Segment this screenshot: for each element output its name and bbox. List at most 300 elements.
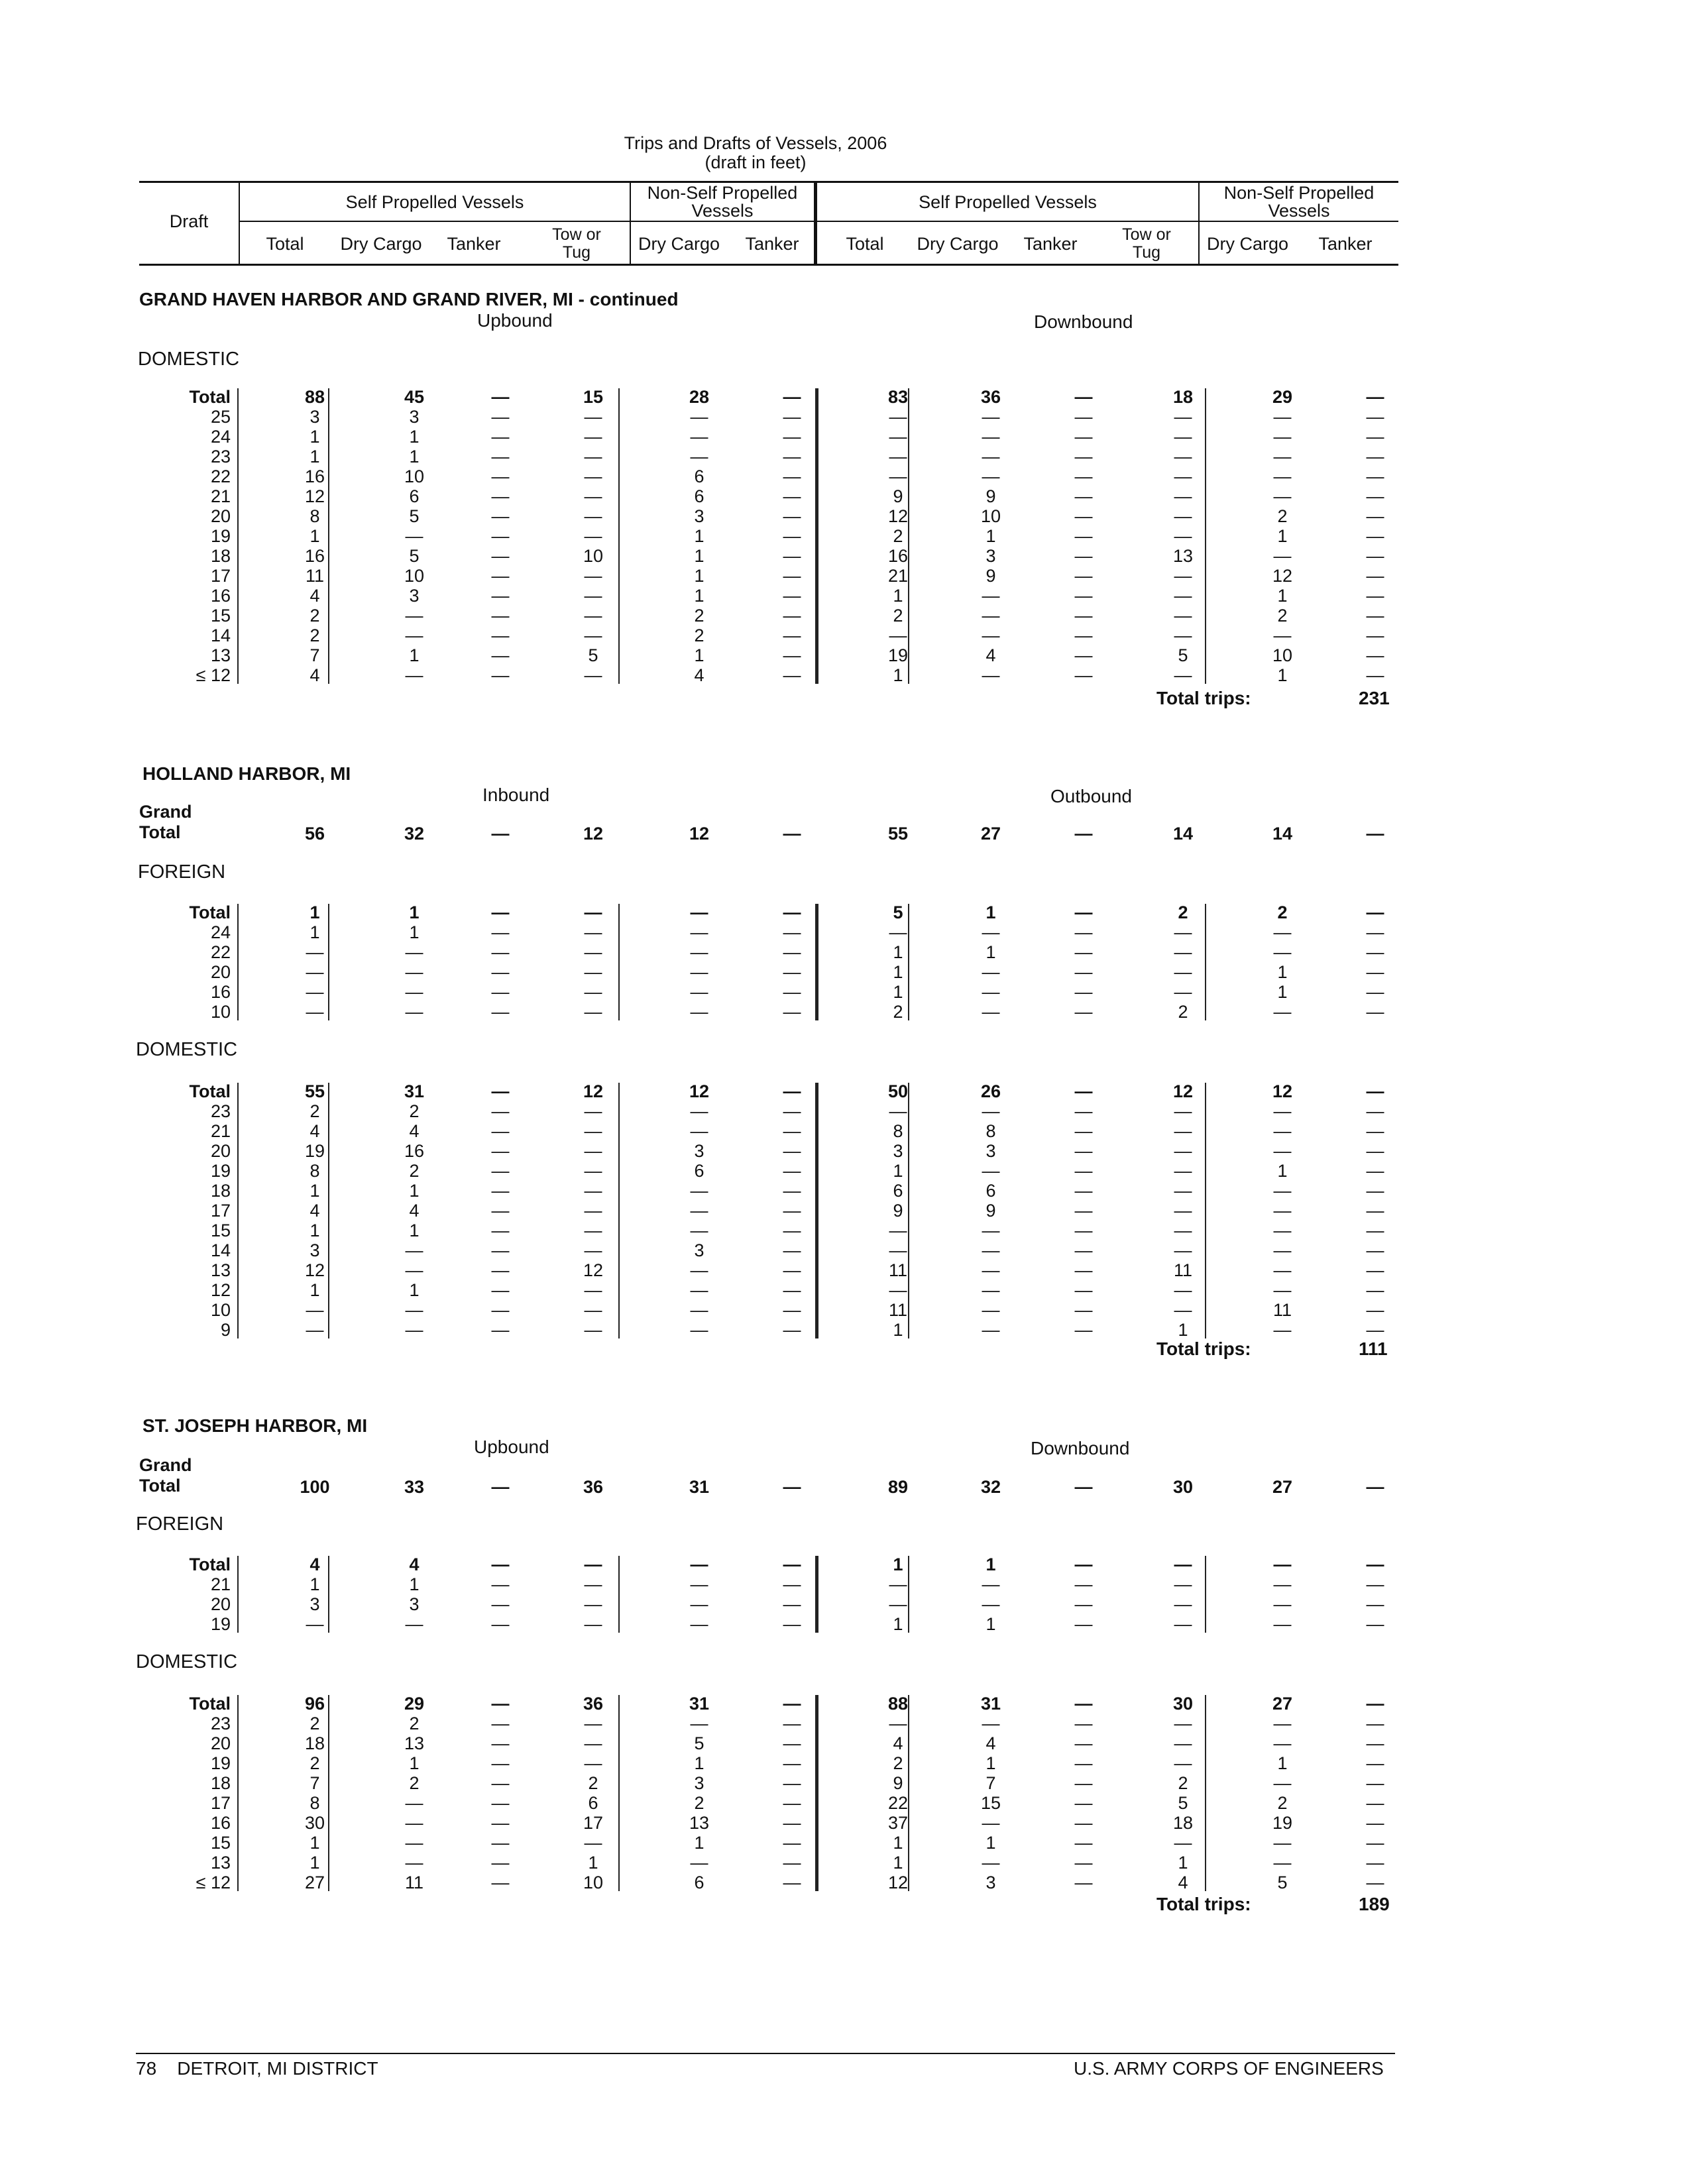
nsp-dry-cargo-cell: — <box>1273 1773 1292 1793</box>
dry-cargo-cell: 1 <box>409 1753 420 1773</box>
total-cell: — <box>306 962 324 982</box>
section-title: ST. JOSEPH HARBOR, MI <box>142 1415 368 1436</box>
dry-cargo-cell: — <box>405 942 423 962</box>
total-cell: 1 <box>309 427 320 447</box>
dry-cargo-cell: — <box>405 626 423 645</box>
tanker-cell: — <box>1074 982 1093 1002</box>
tanker-cell: — <box>1074 626 1093 645</box>
tanker-cell: — <box>491 1733 510 1753</box>
tanker-cell: — <box>1074 1181 1093 1201</box>
title-line-2: (draft in feet) <box>704 152 807 172</box>
column-separator <box>618 1083 620 1338</box>
tanker-cell: — <box>1074 566 1093 586</box>
dry-cargo-cell: — <box>982 922 1000 942</box>
tow-or-tug-cell: — <box>1174 1121 1192 1141</box>
total-cell: — <box>306 1300 324 1320</box>
nsp-dry-cargo-cell: — <box>690 1201 708 1221</box>
nsp-dry-cargo-cell: 1 <box>1277 962 1288 982</box>
tow-or-tug-cell: — <box>1174 1714 1192 1733</box>
nsp-tanker-cell: — <box>1366 1813 1384 1833</box>
dry-cargo-cell: 1 <box>985 902 996 922</box>
dry-cargo-cell: 1 <box>985 1833 996 1853</box>
total-cell: — <box>889 626 907 645</box>
tow-or-tug-cell: 5 <box>1178 645 1188 665</box>
tanker-cell: — <box>491 486 510 506</box>
nsp-dry-cargo-cell: — <box>1273 1141 1292 1161</box>
header-total: Total <box>846 234 884 254</box>
grand-label-line-2: Total <box>139 1476 181 1496</box>
nsp-dry-cargo-cell: — <box>690 1101 708 1121</box>
tow-or-tug-cell: — <box>584 1555 602 1574</box>
footer-left <box>136 2058 378 2079</box>
tanker-cell: — <box>491 626 510 645</box>
dry-cargo-cell: 31 <box>404 1081 425 1101</box>
total-cell: 1 <box>893 942 903 962</box>
nsp-dry-cargo-cell: 1 <box>694 526 704 546</box>
total-cell: 1 <box>309 1853 320 1873</box>
tow-or-tug-cell: 4 <box>1178 1873 1188 1892</box>
nsp-dry-cargo-cell: — <box>1273 1201 1292 1221</box>
tow-or-tug-cell: — <box>1174 1280 1192 1300</box>
nsp-tanker-cell: — <box>783 1793 801 1813</box>
dry-cargo-cell: 32 <box>404 824 425 844</box>
nsp-tanker-cell: — <box>783 1614 801 1634</box>
draft-label-cell: 13 <box>210 645 231 665</box>
total-cell: 1 <box>893 1320 903 1340</box>
dry-cargo-cell: — <box>982 1240 1000 1260</box>
column-separator <box>618 1695 620 1891</box>
draft-label-cell: Total <box>189 1081 231 1101</box>
nsp-dry-cargo-cell: 1 <box>1277 1753 1288 1773</box>
total-cell: 1 <box>309 922 320 942</box>
dry-cargo-cell: 1 <box>409 922 420 942</box>
total-cell: 8 <box>309 1793 320 1813</box>
total-cell: — <box>889 1240 907 1260</box>
nsp-dry-cargo-cell: 12 <box>689 1081 710 1101</box>
tow-or-tug-cell: — <box>1174 1161 1192 1181</box>
total-cell: 37 <box>887 1813 909 1833</box>
tanker-cell: — <box>491 1813 510 1833</box>
nsp-tanker-cell: — <box>1366 626 1384 645</box>
total-cell: 21 <box>887 566 909 586</box>
nsp-dry-cargo-cell: 1 <box>1277 982 1288 1002</box>
column-separator <box>328 904 329 1020</box>
nsp-dry-cargo-cell: — <box>1273 1833 1292 1853</box>
dry-cargo-cell: — <box>982 1101 1000 1121</box>
dry-cargo-cell: 9 <box>985 486 996 506</box>
nsp-dry-cargo-cell: — <box>690 1300 708 1320</box>
tanker-cell: — <box>491 1833 510 1853</box>
tow-or-tug-cell: — <box>584 902 602 922</box>
column-separator <box>328 1695 329 1891</box>
tow-or-tug-cell: — <box>1174 1201 1192 1221</box>
nsp-tanker-cell: — <box>1366 665 1384 685</box>
dry-cargo-cell: — <box>982 1300 1000 1320</box>
total-cell: 1 <box>309 526 320 546</box>
tanker-cell: — <box>1074 922 1093 942</box>
tow-or-tug-cell: 36 <box>583 1694 604 1714</box>
dry-cargo-cell: — <box>405 1614 423 1634</box>
tow-or-tug-cell: 10 <box>583 546 604 566</box>
total-cell: 96 <box>304 1694 325 1714</box>
dry-cargo-cell: 1 <box>985 942 996 962</box>
title-line-1: Trips and Drafts of Vessels, 2006 <box>624 133 887 153</box>
tanker-cell: — <box>1074 466 1093 486</box>
nsp-tanker-cell: — <box>1366 1594 1384 1614</box>
total-cell: 16 <box>304 466 325 486</box>
total-cell: 19 <box>887 645 909 665</box>
nsp-tanker-cell: — <box>1366 1574 1384 1594</box>
draft-label-cell: ≤ 12 <box>196 665 231 685</box>
dry-cargo-cell: 36 <box>980 387 1001 407</box>
nsp-dry-cargo-cell: — <box>1273 922 1292 942</box>
tow-or-tug-cell: — <box>1174 447 1192 466</box>
nsp-tanker-cell: — <box>1366 1181 1384 1201</box>
nsp-tanker-cell: — <box>1366 407 1384 427</box>
page-number: 78 <box>136 2058 157 2079</box>
nsp-tanker-cell: — <box>1366 1221 1384 1240</box>
draft-label-cell: 24 <box>210 922 231 942</box>
nsp-dry-cargo-cell: — <box>690 1853 708 1873</box>
total-cell: 12 <box>887 1873 909 1892</box>
total-cell: — <box>889 1101 907 1121</box>
column-separator <box>908 1695 909 1891</box>
nsp-dry-cargo-cell: — <box>1273 1853 1292 1873</box>
tanker-cell: — <box>491 1221 510 1240</box>
nsp-tanker-cell: — <box>1366 902 1384 922</box>
tow-or-tug-cell: — <box>584 427 602 447</box>
nsp-tanker-cell: — <box>783 982 801 1002</box>
total-cell: 12 <box>304 1260 325 1280</box>
nsp-tanker-cell: — <box>783 1161 801 1181</box>
nsp-tanker-cell: — <box>783 1320 801 1340</box>
tow-or-tug-cell: — <box>584 1733 602 1753</box>
tanker-cell: — <box>491 982 510 1002</box>
tanker-cell: — <box>1074 1320 1093 1340</box>
header-draft: Draft <box>169 211 209 231</box>
dry-cargo-cell: 1 <box>409 447 420 466</box>
dry-cargo-cell: 33 <box>404 1477 425 1497</box>
tow-or-tug-cell: — <box>584 407 602 427</box>
tanker-cell: — <box>1074 606 1093 626</box>
tanker-cell: — <box>491 1320 510 1340</box>
draft-label-cell: 14 <box>210 1240 231 1260</box>
dry-cargo-cell: — <box>405 1240 423 1260</box>
total-cell: — <box>306 1614 324 1634</box>
draft-label-cell: 16 <box>210 1813 231 1833</box>
nsp-tanker-cell: — <box>783 1714 801 1733</box>
dry-cargo-cell: 3 <box>985 546 996 566</box>
nsp-dry-cargo-cell: 27 <box>1272 1694 1293 1714</box>
dry-cargo-cell: — <box>982 1260 1000 1280</box>
header-self-propelled-right: Self Propelled Vessels <box>919 192 1097 212</box>
nsp-tanker-cell: — <box>783 1555 801 1574</box>
tow-or-tug-cell: — <box>584 566 602 586</box>
draft-label-cell: 13 <box>210 1853 231 1873</box>
direction-right: Downbound <box>1031 1438 1130 1458</box>
tanker-cell: — <box>1074 1753 1093 1773</box>
nsp-dry-cargo-cell: 1 <box>694 586 704 606</box>
tanker-cell: — <box>491 407 510 427</box>
draft-label-cell: 20 <box>210 962 231 982</box>
nsp-tanker-cell: — <box>783 1240 801 1260</box>
nsp-dry-cargo-cell: — <box>690 407 708 427</box>
nsp-tanker-cell: — <box>783 645 801 665</box>
nsp-dry-cargo-cell: 12 <box>1272 566 1293 586</box>
total-trips-label: Total trips: <box>1156 688 1251 708</box>
nsp-dry-cargo-cell: 6 <box>694 466 704 486</box>
tanker-cell: — <box>491 665 510 685</box>
tow-or-tug-cell: — <box>1174 942 1192 962</box>
total-cell: 8 <box>893 1121 903 1141</box>
tanker-cell: — <box>491 1201 510 1221</box>
nsp-dry-cargo-cell: 1 <box>694 1753 704 1773</box>
tow-or-tug-cell: — <box>584 942 602 962</box>
nsp-dry-cargo-cell: 3 <box>694 1141 704 1161</box>
nsp-dry-cargo-cell: 2 <box>694 606 704 626</box>
tanker-cell: — <box>1074 1477 1093 1497</box>
total-cell: 2 <box>893 526 903 546</box>
tow-or-tug-cell: — <box>584 1594 602 1614</box>
tanker-cell: — <box>1074 546 1093 566</box>
nsp-tanker-cell: — <box>1366 506 1384 526</box>
nsp-dry-cargo-cell: 10 <box>1272 645 1293 665</box>
tanker-cell: — <box>491 1002 510 1022</box>
total-cell: 4 <box>309 1121 320 1141</box>
draft-label-cell: 16 <box>210 586 231 606</box>
nsp-tanker-cell: — <box>1366 1201 1384 1221</box>
header-mid-rule <box>239 221 1398 222</box>
column-separator <box>908 1556 909 1633</box>
draft-label-cell: 19 <box>210 1161 231 1181</box>
nsp-tanker-cell: — <box>1366 1300 1384 1320</box>
total-cell: 7 <box>309 645 320 665</box>
tow-or-tug-cell: 11 <box>1173 1260 1193 1280</box>
tow-or-tug-cell: — <box>584 486 602 506</box>
tanker-cell: — <box>1074 407 1093 427</box>
nsp-tanker-cell: — <box>1366 1477 1384 1497</box>
tow-or-tug-cell: — <box>1174 1181 1192 1201</box>
tow-or-tug-cell: 30 <box>1172 1477 1194 1497</box>
nsp-tanker-cell: — <box>1366 566 1384 586</box>
dry-cargo-cell: — <box>405 1260 423 1280</box>
nsp-dry-cargo-cell: — <box>1273 1280 1292 1300</box>
tow-or-tug-cell: — <box>1174 566 1192 586</box>
nsp-tanker-cell: — <box>783 1260 801 1280</box>
tow-or-tug-cell: — <box>584 1101 602 1121</box>
tanker-cell: — <box>491 447 510 466</box>
tow-or-tug-cell: 36 <box>583 1477 604 1497</box>
total-cell: 11 <box>305 566 325 586</box>
total-cell: 8 <box>309 506 320 526</box>
nsp-dry-cargo-cell: — <box>1273 1221 1292 1240</box>
nsp-dry-cargo-cell: 31 <box>689 1694 710 1714</box>
tanker-cell: — <box>1074 586 1093 606</box>
dry-cargo-cell: — <box>405 526 423 546</box>
header-dry-cargo: Dry Cargo <box>917 234 999 254</box>
dry-cargo-cell: — <box>405 1002 423 1022</box>
draft-label-cell: 13 <box>210 1260 231 1280</box>
dry-cargo-cell: — <box>982 982 1000 1002</box>
total-cell: 4 <box>309 665 320 685</box>
total-cell: 7 <box>309 1773 320 1793</box>
header-tow-or-tug: Tow or Tug <box>1122 225 1171 262</box>
header-tanker: Tanker <box>447 234 501 254</box>
nsp-dry-cargo-cell: — <box>690 1614 708 1634</box>
total-cell: 55 <box>304 1081 325 1101</box>
nsp-tanker-cell: — <box>1366 1320 1384 1340</box>
nsp-dry-cargo-cell: — <box>690 942 708 962</box>
nsp-dry-cargo-cell: 2 <box>1277 902 1288 922</box>
total-cell: 12 <box>887 506 909 526</box>
column-separator <box>1205 1695 1206 1891</box>
tow-or-tug-cell: — <box>1174 1221 1192 1240</box>
total-cell: 4 <box>309 1201 320 1221</box>
dry-cargo-cell: 10 <box>404 466 425 486</box>
tanker-cell: — <box>1074 1833 1093 1853</box>
nsp-dry-cargo-cell: 1 <box>1277 1161 1288 1181</box>
tanker-cell: — <box>491 922 510 942</box>
tow-or-tug-cell: — <box>584 506 602 526</box>
nsp-dry-cargo-cell: — <box>1273 942 1292 962</box>
nsp-tanker-cell: — <box>1366 546 1384 566</box>
nsp-tanker-cell: — <box>1366 1161 1384 1181</box>
total-cell: 88 <box>304 387 325 407</box>
tanker-cell: — <box>1074 1714 1093 1733</box>
total-cell: 3 <box>309 1594 320 1614</box>
tow-or-tug-cell: — <box>584 1614 602 1634</box>
dry-cargo-cell: — <box>982 427 1000 447</box>
nsp-tanker-cell: — <box>1366 1081 1384 1101</box>
draft-label-cell: 24 <box>210 427 231 447</box>
tanker-cell: — <box>491 526 510 546</box>
tanker-cell: — <box>491 1161 510 1181</box>
tow-or-tug-cell: — <box>1174 982 1192 1002</box>
tow-or-tug-cell: — <box>1174 665 1192 685</box>
category-label: DOMESTIC <box>136 1039 238 1060</box>
tanker-cell: — <box>491 1477 510 1497</box>
total-cell: 1 <box>893 665 903 685</box>
draft-label-cell: 19 <box>210 526 231 546</box>
draft-label-cell: 18 <box>210 546 231 566</box>
tanker-cell: — <box>1074 486 1093 506</box>
total-cell: 56 <box>304 824 325 844</box>
tanker-cell: — <box>491 387 510 407</box>
total-cell: 1 <box>893 1833 903 1853</box>
dry-cargo-cell: 1 <box>409 1574 420 1594</box>
dry-cargo-cell: 1 <box>985 526 996 546</box>
nsp-tanker-cell: — <box>1366 1141 1384 1161</box>
nsp-dry-cargo-cell: — <box>690 1121 708 1141</box>
total-cell: 1 <box>893 1614 903 1634</box>
nsp-tanker-cell: — <box>783 466 801 486</box>
total-cell: 9 <box>893 486 903 506</box>
nsp-dry-cargo-cell: 5 <box>694 1733 704 1753</box>
district-name: DETROIT, MI DISTRICT <box>177 2058 378 2079</box>
tanker-cell: — <box>1074 1813 1093 1833</box>
nsp-tanker-cell: — <box>1366 1121 1384 1141</box>
nsp-dry-cargo-cell: 2 <box>694 1793 704 1813</box>
dry-cargo-cell: 5 <box>409 506 420 526</box>
total-cell: 11 <box>888 1260 908 1280</box>
dry-cargo-cell: 2 <box>409 1714 420 1733</box>
total-cell: 1 <box>893 586 903 606</box>
tow-or-tug-cell: 1 <box>588 1853 598 1873</box>
dry-cargo-cell: 5 <box>409 546 420 566</box>
tanker-cell: — <box>491 427 510 447</box>
nsp-tanker-cell: — <box>1366 645 1384 665</box>
total-cell: 3 <box>309 1240 320 1260</box>
nsp-dry-cargo-cell: 1 <box>1277 665 1288 685</box>
nsp-tanker-cell: — <box>1366 1853 1384 1873</box>
tanker-cell: — <box>491 1714 510 1733</box>
tow-or-tug-cell: — <box>1174 1141 1192 1161</box>
nsp-dry-cargo-cell: 31 <box>689 1477 710 1497</box>
total-cell: — <box>306 1320 324 1340</box>
tow-or-tug-cell: — <box>584 1121 602 1141</box>
nsp-dry-cargo-cell: 4 <box>694 665 704 685</box>
tanker-cell: — <box>491 1873 510 1892</box>
draft-label-cell: 23 <box>210 1101 231 1121</box>
dry-cargo-cell: — <box>982 447 1000 466</box>
total-cell: 2 <box>309 1753 320 1773</box>
dry-cargo-cell: 7 <box>985 1773 996 1793</box>
dry-cargo-cell: — <box>982 626 1000 645</box>
nsp-tanker-cell: — <box>783 486 801 506</box>
dry-cargo-cell: 8 <box>985 1121 996 1141</box>
draft-label-cell: 15 <box>210 1221 231 1240</box>
total-cell: 1 <box>309 1221 320 1240</box>
nsp-dry-cargo-cell: 12 <box>1272 1081 1293 1101</box>
dry-cargo-cell: 29 <box>404 1694 425 1714</box>
column-separator <box>618 1556 620 1633</box>
dry-cargo-cell: 10 <box>980 506 1001 526</box>
dry-cargo-cell: 6 <box>409 486 420 506</box>
tanker-cell: — <box>1074 902 1093 922</box>
grand-label-line-1: Grand <box>139 1455 192 1475</box>
total-cell: 2 <box>309 1714 320 1733</box>
nsp-dry-cargo-cell: — <box>690 1280 708 1300</box>
draft-label-cell: 20 <box>210 1141 231 1161</box>
column-separator <box>328 1556 329 1633</box>
total-cell: 2 <box>893 1753 903 1773</box>
tanker-cell: — <box>491 824 510 844</box>
tow-or-tug-cell: — <box>584 982 602 1002</box>
dry-cargo-cell: — <box>982 1221 1000 1240</box>
tow-or-tug-cell: — <box>584 606 602 626</box>
direction-left: Upbound <box>477 310 553 331</box>
nsp-dry-cargo-cell: 13 <box>689 1813 710 1833</box>
dry-cargo-cell: 2 <box>409 1773 420 1793</box>
nsp-tanker-cell: — <box>783 1300 801 1320</box>
total-cell: — <box>889 1574 907 1594</box>
header-tanker: Tanker <box>1023 234 1078 254</box>
column-separator <box>815 1083 818 1338</box>
tow-or-tug-cell: 12 <box>583 1260 604 1280</box>
tow-or-tug-cell: — <box>1174 1753 1192 1773</box>
nsp-dry-cargo-cell: 1 <box>694 1833 704 1853</box>
column-separator <box>328 388 329 684</box>
nsp-tanker-cell: — <box>1366 526 1384 546</box>
tanker-cell: — <box>491 1793 510 1813</box>
nsp-dry-cargo-cell: 6 <box>694 486 704 506</box>
nsp-dry-cargo-cell: 2 <box>694 626 704 645</box>
dry-cargo-cell: 4 <box>409 1555 420 1574</box>
tow-or-tug-cell: — <box>1174 1833 1192 1853</box>
tow-or-tug-cell: — <box>1174 1733 1192 1753</box>
tanker-cell: — <box>491 1181 510 1201</box>
draft-label-cell: 23 <box>210 447 231 466</box>
